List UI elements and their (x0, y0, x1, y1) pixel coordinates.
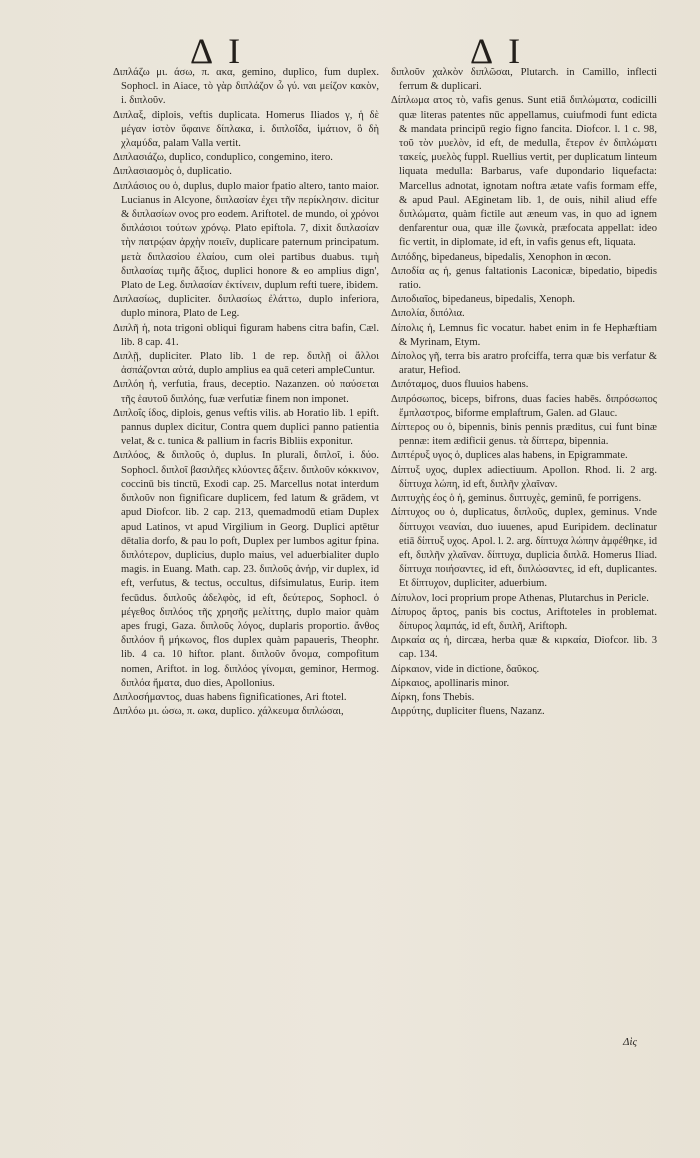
dictionary-entry: Διπρόσωπος, biceps, bifrons, duas facies habēs. διπρόσωπος ἔμπλαστρος, biforme emplaftrum, Galen. ad Glauc. (391, 393, 657, 419)
dictionary-entry: Διπόδης, bipedaneus, bipedalis, Xenophon in œcon. (391, 251, 612, 263)
left-column (113, 66, 379, 719)
dictionary-entry: Διπλασιασμὸς ὁ, duplicatio. (113, 166, 232, 178)
dictionary-entry: Διρρύτης, dupliciter fluens, Nazanz. (391, 706, 545, 718)
dictionary-entry: Διποδιαῖος, bipedaneus, bipedalis, Xenoph. (391, 294, 576, 306)
dictionary-entry: Διπλοΐς ίδος, diplois, genus veftis vilis. ab Horatio lib. 1 epift. pannus duplex dicitur, Contra quem duplici panno patientia velat, & c. tunica & pallium in facris Bibliis exponitur. (113, 407, 379, 448)
dictionary-entry: Διπλόω μι. ώσω, π. ωκα, duplico. χάλκευμα διπλώσαι, (113, 706, 344, 718)
dictionary-entry: Δίπλωμα ατος τὸ, vafis genus. Sunt etiā διπλώματα, codicilli quæ literas patentes nūc appellamus, cuiufmodi funt edicta & mandata principū regio figno fancita. Diofcor. l. 1 c. 98, τοῦ τὸν μυελὸν, id eft, de medulla, ἕτερον ἐν διπλώματι τακείς, μυελὸς fuppl. Ruellius vertit, per duplicatum linteum liquata medulla: Barbarus, vafe dupondario liquefacta: Marcellus adnotat, ignotam noftra ætate vafis formam effe, & apud Paul. AEginetam lib. 1, de ouis, nihil aliud effe διπλώματα, quàm fictile aut æneum vas, in quo ad ignem denfarentur oua, quæ ille ζωνικὰ, præfocata appellat: ideo fic vertit, in diplomate, id eft, in vafis genus eft, liquata. (391, 95, 657, 249)
dictionary-entry: Διπλάσιος ου ὁ, duplus, duplo maior fpatio altero, tanto maior. Lucianus in Alcyone, διπλασίαν ἐχει τῆν περίκλησιν. dicitur & διπλασίων ονος pro eodem. Ariftotel. de mundo, οἱ χρόνοι διπλάσιοι τούτων χρόνῳ. Plato epiftola. 7, dixit διπλασίαν τὴν πατρῴαν ἀρχὴν ποιεῖν, duplicare paternum principatum. μετὰ διπλασίου ἐλαίου, cum olei partibus duabus. τιμὴ διπλασίας τιμῆς ἄξιος, duplici honore & eo amplius dign', Plato de Leg. διπλασίαν ἐκτίνειν, duplum refti tuere, ibidem. (113, 180, 379, 292)
dictionary-entry: Διπόταμος, duos fluuios habens. (391, 379, 529, 391)
dictionary-entry: Διπτέρυξ υγος ὁ, duplices alas habens, in Epigrammate. (391, 450, 628, 462)
dictionary-entry: Δίπολις ἡ, Lemnus fic vocatur. habet enim in fe Hephæftiam & Myrinam, Etym. (391, 322, 657, 348)
dictionary-entry: Δίπυλον, loci proprium prope Athenas, Plutarchus in Pericle. (391, 592, 649, 604)
dictionary-entry: Διρκαία ας ἡ, dircæa, herba quæ & κιρκαία, Diofcor. lib. 3 cap. 134. (391, 635, 657, 661)
dictionary-entry: Διπτυχὴς έος ὁ ἡ, geminus. διπτυχὲς, geminū, fe porrigens. (391, 493, 642, 505)
dictionary-entry: Δίρκη, fons Thebis. (391, 691, 475, 703)
dictionary-entry: Διπλοσήμαντος, duas habens fignificationes, Ari ftotel. (113, 691, 347, 703)
dictionary-entry: Διπλόη ἡ, verfutia, fraus, deceptio. Nazanzen. οὐ παύσεται τῆς ἑαυτοῦ διπλόης, fuæ verfutiæ finem non imponet. (113, 379, 379, 405)
dictionary-entry: Διπλαξ, diplois, veftis duplicata. Homerus Iliados γ, ἡ δὲ μέγαν ἱστὸν ὕφαινε δίπλακα, i. διπλοΐδα, ἱμάτιον, ὃ δὴ χλαμύδα, palam Valla vertit. (113, 109, 379, 150)
header-right: Δ Ι (470, 31, 525, 71)
catchword: Δὶς (623, 1036, 637, 1048)
dictionary-entry: Δίπυρος ἄρτος, panis bis coctus, Ariftoteles in problemat. δίπυρος λαμπάς, id eft, διπλῆ, Ariftoph. (391, 606, 657, 632)
running-header (0, 30, 700, 70)
dictionary-entry: Διπλασιάζω, duplico, conduplico, congemino, itero. (113, 152, 333, 164)
header-left: Δ Ι (190, 31, 245, 71)
dictionary-entry: Διποδία ας ἡ, genus faltationis Laconicæ, bipedatio, bipedis ratio. (391, 265, 657, 292)
dictionary-entry: Διπλάζω μι. άσω, π. ακα, gemino, duplico, fum duplex. Sophocl. in Aiace, τὸ γὰρ διπλάζον ὦ γύ. ναι μείζον κακὸν, i. διπλοῦν. (113, 67, 379, 107)
dictionary-entry: διπλοῦν χαλκὸν διπλῶσαι, Plutarch. in Camillo, inflecti ferrum & duplicari. (391, 67, 657, 93)
dictionary-entry: Δίπτυχος ου ὁ, duplicatus, διπλοῦς, duplex, geminus. Vnde δίπτυχοι νεανίαι, duo iuuenes, apud Euripidem. declinatur etiā δίπτυξ υχος. Apol. l. 2. arg. δίπτυχα λώπην ἀμφέθηκε, id eft, διπλῆν χλαῖναν. δίπτυχα, duplicia διπλᾶ. Homerus Iliad. δίπτυχα ποιήσαντες, id eft, διπλώσαντες, id eft, duplicantes. Et δίπτυχον, dupliciter, aduerbium. (391, 507, 657, 590)
dictionary-entry: Διπλασίως, dupliciter. διπλασίως ἐλάττω, duplo inferiora, duplo minora, Plato de Leg. (113, 294, 379, 320)
dictionary-entry: Διπλῆ ἡ, nota trigoni obliqui figuram habens citra bafin, Cæl. lib. 8 cap. 41. (113, 322, 379, 348)
dictionary-entry: Διπολία, διπόλια. (391, 308, 465, 320)
dictionary-entry: Δίπτερος ου ὁ, bipennis, binis pennis præditus, cui funt binæ pennæ: item ædificii genus. τὰ δίπτερα, bipennia. (391, 422, 657, 448)
dictionary-entry: Διπλόος, & διπλοῦς ὁ, duplus. In plurali, διπλοῖ, i. δύο. Sophocl. διπλοῖ βασιλῆες κλύοντες ἄξειν. διπλοῦν κόκκινον, coccinū bis tinctū, Exodi cap. 25. Marcellus notat interdum διπλοῦν non fignificare duplicem, fed latum & grādem, vt apud Diofcor. lib. 2 cap. 213, quemadmodū etiam Duplex apud Latinos, vt apud Virgilium in Georg. Duplici aptētur dētalia dorfo, & pau lo poft, Duplex per lumbos agitur fpina. διπλότερον, duplicius, duplo maius, vel aduerbialiter duplo magis. in Euang. Math. cap. 23. διπλοῦς ἀνήρ, vir duplex, id eft, verfutus, & tectus, occultus, difsimulatus, Eurip. item fecūdus. διπλοῦς ἀδελφὸς, id eft, δεύτερος, Sophocl. ὁ μέγεθος διπλόος τῆς χρησῆς μελίττης, duplo maior quàm apes frugi, Gaza. διπλοῦς λόγος, duplaris proportio. ἄνθος διπλόον ἢ μήκωνος, flos duplex quàm papaueris, Theophr. lib. 4 ca. 10 hiftor. plant. διπλοῦν ὄνομα, compofitum nomen, Ariftot. in log. διπλόος γίνομαι, geminor, Hermog. διπλόα ἤματα, duo dies, Apollonius. (113, 450, 379, 689)
dictionary-entry: Διπλῇ, dupliciter. Plato lib. 1 de rep. διπλῇ οἱ ἄλλοι ἀσπάζονται αὐτά, duplo amplius ea quā ceteri ampleCuntur. (113, 351, 379, 377)
dictionary-entry: Δίπτυξ υχος, duplex adiectiuum. Apollon. Rhod. li. 2 arg. δίπτυχα λώπη, id eft, διπλῆν χλαῖναν. (391, 464, 657, 490)
dictionary-entry: Δίρκαιος, apollinaris minor. (391, 677, 510, 689)
right-column (391, 66, 657, 719)
dictionary-entry: Δίρκαιον, vide in dictione, δαῦκος. (391, 663, 540, 675)
dictionary-entry: Δίπολος γῆ, terra bis aratro profciffa, terra quæ bis verfatur & aratur, Hefiod. (391, 351, 657, 377)
